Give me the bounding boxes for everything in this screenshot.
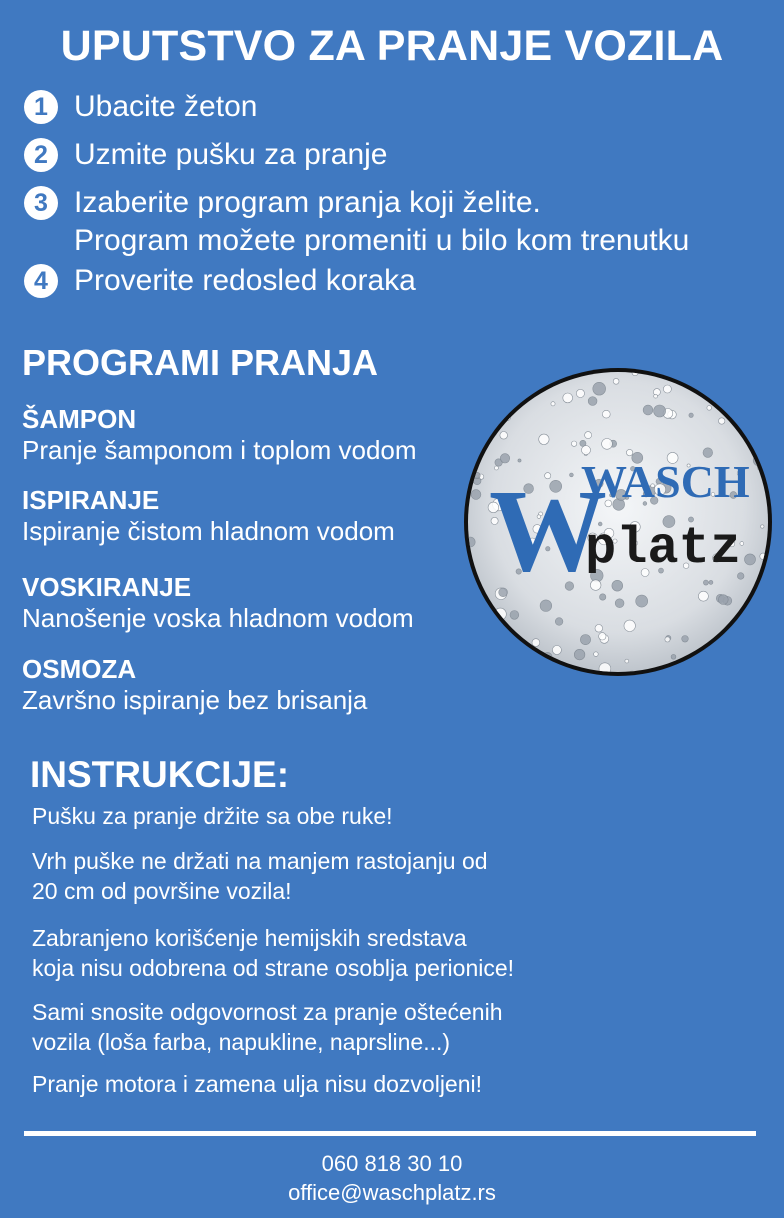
water-drop: [736, 659, 743, 666]
water-drop: [468, 606, 481, 619]
step-number-2: 2: [24, 138, 58, 172]
water-drop: [719, 418, 725, 424]
instruction-3: [32, 923, 514, 983]
program-description: Pranje šamponom i toplom vodom: [22, 435, 417, 465]
water-drop: [529, 658, 536, 665]
water-drop: [552, 646, 561, 655]
water-drop: [588, 397, 597, 406]
water-drop: [555, 618, 563, 626]
water-drop: [593, 382, 606, 395]
water-drop: [580, 635, 590, 645]
water-drop: [707, 406, 712, 411]
water-drop: [745, 554, 756, 565]
water-drop: [599, 633, 606, 640]
water-drop: [540, 600, 552, 612]
water-drop: [654, 405, 666, 417]
water-drop: [689, 413, 693, 417]
program-osmoza: [22, 654, 367, 716]
program-description: Nanošenje voska hladnom vodom: [22, 603, 414, 633]
water-drop: [512, 375, 516, 379]
step-3: [24, 184, 689, 260]
water-drop: [595, 625, 603, 633]
water-drop: [669, 365, 674, 368]
water-drop: [758, 610, 770, 622]
water-drop: [582, 446, 591, 455]
water-drop: [551, 402, 555, 406]
water-drop: [761, 525, 764, 528]
water-drop: [485, 408, 489, 412]
step-2: [24, 136, 387, 174]
water-drop: [585, 432, 592, 439]
water-drop: [615, 599, 624, 608]
step-4-text: Proverite redosled koraka: [74, 264, 416, 297]
instruction-line: 20 cm od površine vozila!: [32, 878, 292, 904]
water-drop: [471, 490, 481, 500]
water-drop: [462, 458, 471, 467]
water-drop: [765, 671, 771, 677]
water-drop: [682, 636, 689, 643]
water-drop: [602, 410, 610, 418]
program-voskiranje: [22, 572, 414, 634]
water-drop: [762, 643, 767, 648]
water-drop: [511, 671, 518, 678]
logo-wasch: WASCH: [581, 456, 750, 507]
water-drop: [464, 409, 474, 419]
water-drop: [636, 595, 648, 607]
water-drop: [563, 393, 573, 403]
water-drop: [532, 639, 540, 647]
water-drop: [680, 368, 684, 372]
instruction-1: [32, 801, 393, 831]
program-description: Završno ispiranje bez brisanja: [22, 685, 368, 715]
instruction-2: [32, 846, 488, 906]
program-name: ŠAMPON: [22, 404, 137, 434]
water-drop: [539, 434, 549, 444]
water-drop: [543, 664, 546, 667]
footer-phone[interactable]: 060 818 30 10: [321, 1151, 463, 1176]
step-number-3: 3: [24, 186, 58, 220]
program-name: ISPIRANJE: [22, 485, 160, 515]
water-drop: [643, 405, 653, 415]
step-2-text: Uzmite pušku za pranje: [74, 138, 388, 171]
instruction-5: [32, 1069, 482, 1099]
program-name: VOSKIRANJE: [22, 572, 192, 602]
water-drop: [508, 365, 519, 372]
water-drop: [571, 441, 576, 446]
footer-divider: [24, 1131, 756, 1136]
water-drop: [498, 365, 508, 374]
water-drop: [698, 591, 708, 601]
water-drop: [703, 580, 708, 585]
instruction-line: Vrh puške ne držati na manjem rastojanju od: [32, 848, 488, 874]
water-drop: [602, 439, 613, 450]
instructions-heading: INSTRUKCIJE:: [30, 754, 290, 795]
footer-email[interactable]: office@waschplatz.rs: [288, 1180, 496, 1205]
program-ispiranje: [22, 485, 395, 547]
water-drop: [654, 394, 658, 398]
water-drop: [663, 385, 671, 393]
page-title: UPUTSTVO ZA PRANJE VOZILA: [60, 22, 724, 70]
water-drop: [766, 365, 770, 369]
water-drop: [563, 372, 567, 376]
water-drop: [625, 659, 629, 663]
water-drop: [716, 669, 727, 679]
instruction-line: Zabranjeno korišćenje hemijskih sredstava: [32, 925, 467, 951]
water-drop: [500, 454, 509, 463]
water-drop: [534, 660, 539, 665]
step-number-1: 1: [24, 90, 58, 124]
logo-platz: platz: [585, 519, 742, 578]
water-drop: [756, 365, 762, 369]
water-drop: [718, 595, 728, 605]
instruction-line: Sami snosite odgovornost za pranje oštećenih: [32, 999, 503, 1025]
program-sampon: [22, 404, 417, 466]
water-drop: [483, 640, 487, 644]
water-drop: [552, 677, 555, 679]
water-drop: [461, 668, 467, 677]
water-drop: [612, 580, 623, 591]
water-drop: [594, 652, 599, 657]
water-drop: [576, 389, 584, 397]
water-drop: [624, 620, 635, 631]
water-drop: [500, 432, 508, 440]
water-drop: [510, 375, 522, 387]
water-drop: [518, 459, 521, 462]
water-drop: [665, 637, 670, 642]
step-1-text: Ubacite žeton: [74, 90, 258, 123]
step-3-text-line-1: Izaberite program pranja koji želite.: [74, 186, 541, 219]
step-4: [24, 262, 416, 300]
logo-w-letter: W: [489, 465, 607, 596]
programs-heading: PROGRAMI PRANJA: [22, 342, 379, 383]
water-drop: [761, 385, 772, 396]
water-drop: [709, 580, 713, 584]
instruction-line: koja nisu odobrena od strane osoblja perionice!: [32, 955, 515, 981]
water-drop: [510, 611, 519, 620]
water-drop: [665, 366, 668, 369]
water-drop: [626, 449, 632, 455]
waschplatz-logo: [461, 365, 775, 679]
instruction-line: Pranje motora i zamena ulja nisu dozvoljeni!: [32, 1071, 483, 1097]
water-drop: [613, 378, 619, 384]
instruction-line: Pušku za pranje držite sa obe ruke!: [32, 803, 393, 829]
water-drop: [747, 630, 757, 640]
instruction-4: [32, 997, 503, 1057]
water-drop: [574, 649, 585, 660]
water-drop: [463, 440, 467, 444]
step-3-text-line-2: Program možete promeniti u bilo kom trenutku: [74, 224, 690, 257]
step-number-4: 4: [24, 264, 58, 298]
instruction-line: vozila (loša farba, napukline, naprsline...): [32, 1029, 451, 1055]
step-1: [24, 88, 257, 126]
water-drop: [671, 654, 676, 659]
water-drop: [475, 442, 483, 450]
program-description: Ispiranje čistom hladnom vodom: [22, 516, 395, 546]
program-name: OSMOZA: [22, 654, 137, 684]
water-drop: [481, 414, 485, 418]
water-drop: [493, 625, 504, 636]
water-drop: [721, 661, 728, 668]
